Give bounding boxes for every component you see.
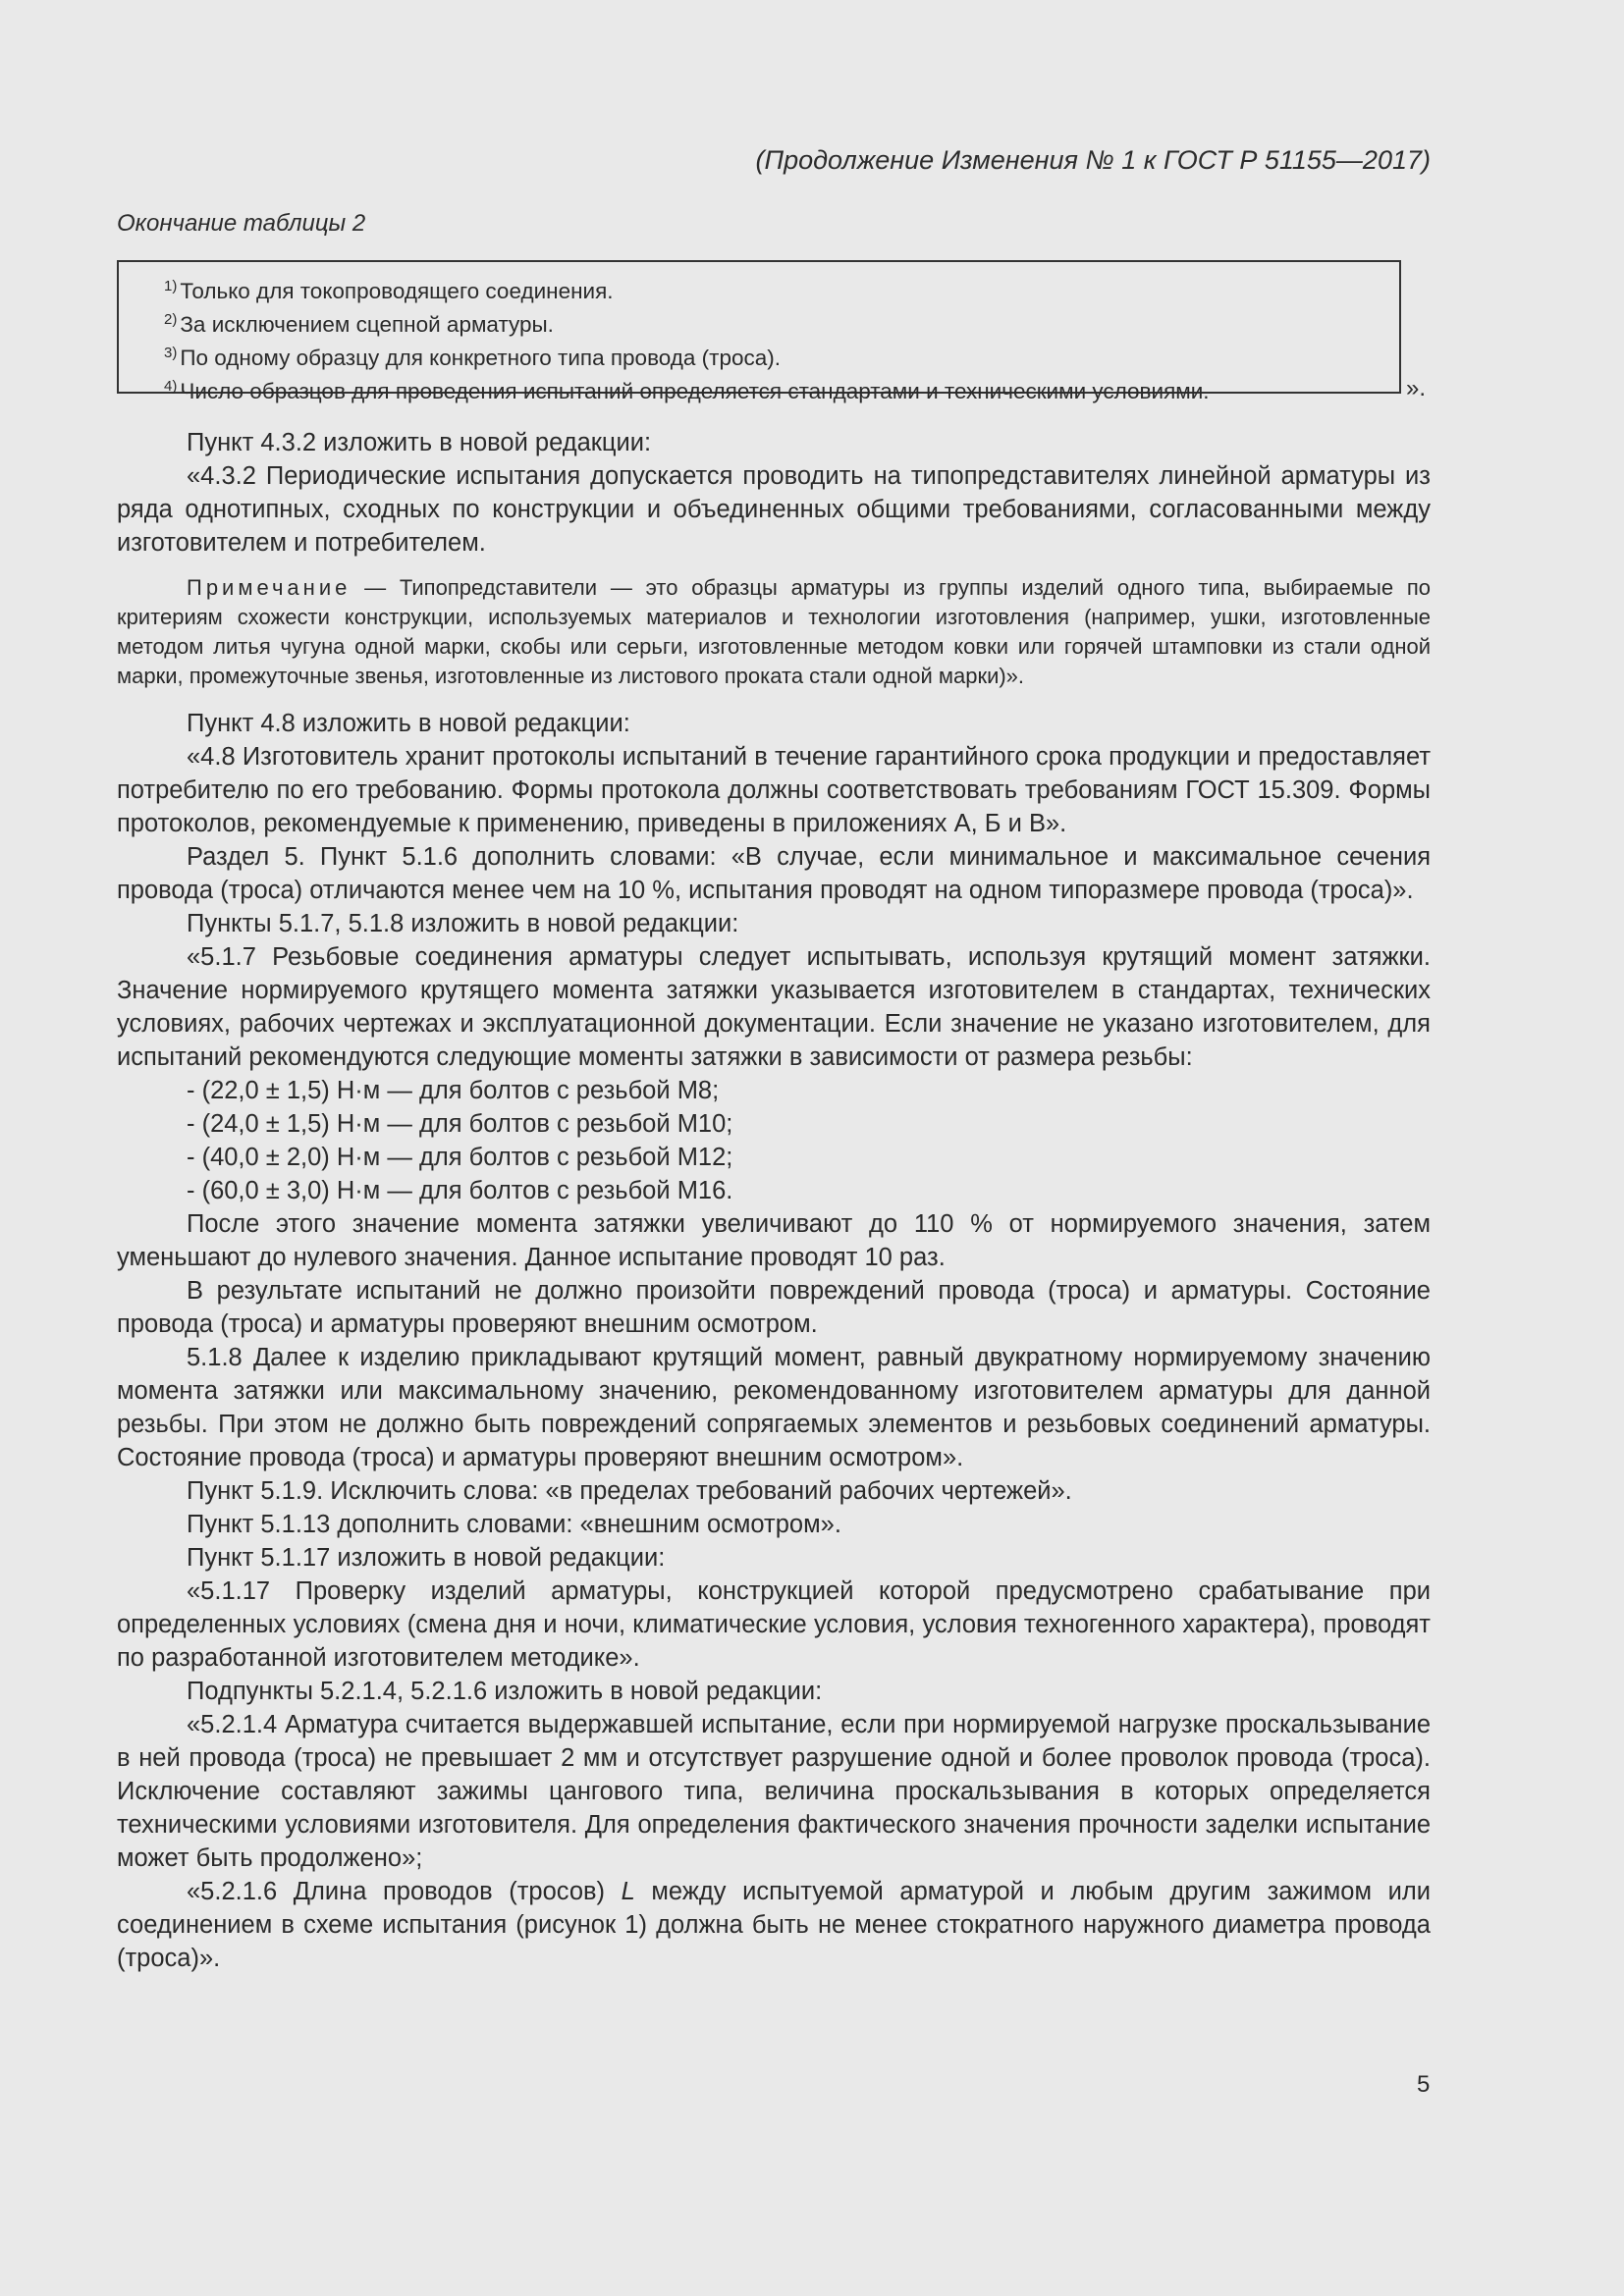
table-footnote — [164, 305, 1399, 339]
table-footnote — [164, 272, 1399, 305]
note-paragraph — [117, 573, 1431, 691]
paragraph: «5.2.1.4 Арматура считается выдержавшей испытание, если при нормируемой нагрузке проскальзывание в ней провода (троса) не превышает 2 мм и отсутствует разрушение одной и более проволок провода (троса). Исключение составляют зажимы цангового типа, величина проскальзывания в которых определяется техническими условиями изготовителя. Для определения фактического значения прочности заделки испытание может быть продолжено»; — [117, 1711, 1431, 1872]
table-footnote — [164, 339, 1399, 372]
paragraph-text: «5.2.1.6 Длина проводов (тросов) — [187, 1878, 622, 1905]
footnote-mark: 3) — [164, 345, 178, 361]
paragraph — [117, 1875, 1431, 1975]
table-footnotes-box — [117, 260, 1401, 403]
paragraph: Пункты 5.1.7, 5.1.8 изложить в новой редакции: — [187, 910, 739, 937]
page-number: 5 — [1417, 2071, 1431, 2098]
footnote-text: По одному образцу для конкретного типа провода (троса). — [180, 346, 782, 370]
running-header: (Продолжение Изменения № 1 к ГОСТ Р 51155—2017) — [755, 145, 1431, 175]
table-footnote — [164, 372, 1399, 405]
footnote-text: Число образцов для проведения испытаний определяется стандартами и техническими условиями. — [180, 379, 1210, 403]
torque-list-item: - (22,0 ± 1,5) Н·м — для болтов с резьбой М8; — [187, 1077, 720, 1104]
footnote-mark: 4) — [164, 378, 178, 395]
table-close-quote: ». — [1406, 375, 1427, 401]
footnote-text: За исключением сцепной арматуры. — [180, 312, 554, 337]
table-caption: Окончание таблицы 2 — [117, 210, 366, 237]
length-variable: L — [621, 1878, 635, 1905]
torque-list-item: - (40,0 ± 2,0) Н·м — для болтов с резьбой М12; — [187, 1144, 733, 1171]
paragraph: Подпункты 5.2.1.4, 5.2.1.6 изложить в новой редакции: — [187, 1678, 823, 1705]
paragraph: «5.1.7 Резьбовые соединения арматуры следует испытывать, используя крутящий момент затяжки. Значение нормируемого крутящего момента затяжки указывается изготовителем в стандартах, технических условиях, рабочих чертежах и эксплуатационной документации. Если значение не указано изготовителем, для испытаний рекомендуются следующие моменты затяжки в зависимости от размера резьбы: — [117, 943, 1431, 1071]
paragraph: Раздел 5. Пункт 5.1.6 дополнить словами: «В случае, если минимальное и максимальное сечения провода (троса) отличаются менее чем на 10 %, испытания проводят на одном типоразмере провода (троса)». — [117, 843, 1431, 904]
paragraph: 5.1.8 Далее к изделию прикладывают крутящий момент, равный двукратному нормируемому значению момента затяжки или максимальному значению, рекомендованному изготовителем арматуры для данной резьбы. При этом не должно быть повреждений сопрягаемых элементов и резьбовых соединений арматуры. Состояние провода (троса) и арматуры проверяют внешним осмотром». — [117, 1344, 1431, 1471]
torque-list-item: - (60,0 ± 3,0) Н·м — для болтов с резьбой М16. — [187, 1177, 733, 1204]
paragraph: В результате испытаний не должно произойти повреждений провода (троса) и арматуры. Состояние провода (троса) и арматуры проверяют внешним осмотром. — [117, 1277, 1431, 1338]
paragraph-text: между испытуемой арматурой и любым другим зажимом или соединением в схеме испытания (рисунок 1) должна быть не менее стократного наружного диаметра провода (троса)». — [117, 1878, 1431, 1972]
torque-list-item: - (24,0 ± 1,5) Н·м — для болтов с резьбой М10; — [187, 1110, 733, 1138]
footnote-mark: 2) — [164, 311, 178, 328]
document-body — [117, 426, 1431, 1975]
paragraph: Пункт 4.3.2 изложить в новой редакции: — [187, 429, 652, 456]
paragraph: «5.1.17 Проверку изделий арматуры, конструкцией которой предусмотрено срабатывание при определенных условиях (смена дня и ночи, климатические условия, условия техногенного характера), проводят по разработанной изготовителем методике». — [117, 1577, 1431, 1672]
note-text: — Типопредставители — это образцы арматуры из группы изделий одного типа, выбираемые по критериям схожести конструкции, используемых материалов и технологии изготовления (например, ушки, изготовленные методом литья чугуна одной марки, скобы или серьги, изготовленные методом ковки или горячей штамповки из стали одной марки, промежуточные звенья, изготовленные из листового проката стали одной марки)». — [117, 575, 1431, 688]
paragraph: Пункт 5.1.9. Исключить слова: «в пределах требований рабочих чертежей». — [187, 1477, 1072, 1505]
footnote-mark: 1) — [164, 278, 178, 294]
paragraph: Пункт 5.1.17 изложить в новой редакции: — [187, 1544, 666, 1572]
footnote-text: Только для токопроводящего соединения. — [180, 279, 614, 303]
paragraph: Пункт 4.8 изложить в новой редакции: — [187, 710, 630, 737]
paragraph: После этого значение момента затяжки увеличивают до 110 % от нормируемого значения, затем уменьшают до нулевого значения. Данное испытание проводят 10 раз. — [117, 1210, 1431, 1271]
note-label: Примечание — [187, 575, 352, 600]
paragraph: «4.8 Изготовитель хранит протоколы испытаний в течение гарантийного срока продукции и предоставляет потребителю по его требованию. Формы протокола должны соответствовать требованиям ГОСТ 15.309. Формы протоколов, рекомендуемые к применению, приведены в приложениях А, Б и В». — [117, 743, 1431, 837]
paragraph: Пункт 5.1.13 дополнить словами: «внешним осмотром». — [187, 1511, 841, 1538]
paragraph: «4.3.2 Периодические испытания допускается проводить на типопредставителях линейной арматуры из ряда однотипных, сходных по конструкции и объединенных общими требованиями, согласованными между изготовителем и потребителем. — [117, 462, 1431, 557]
